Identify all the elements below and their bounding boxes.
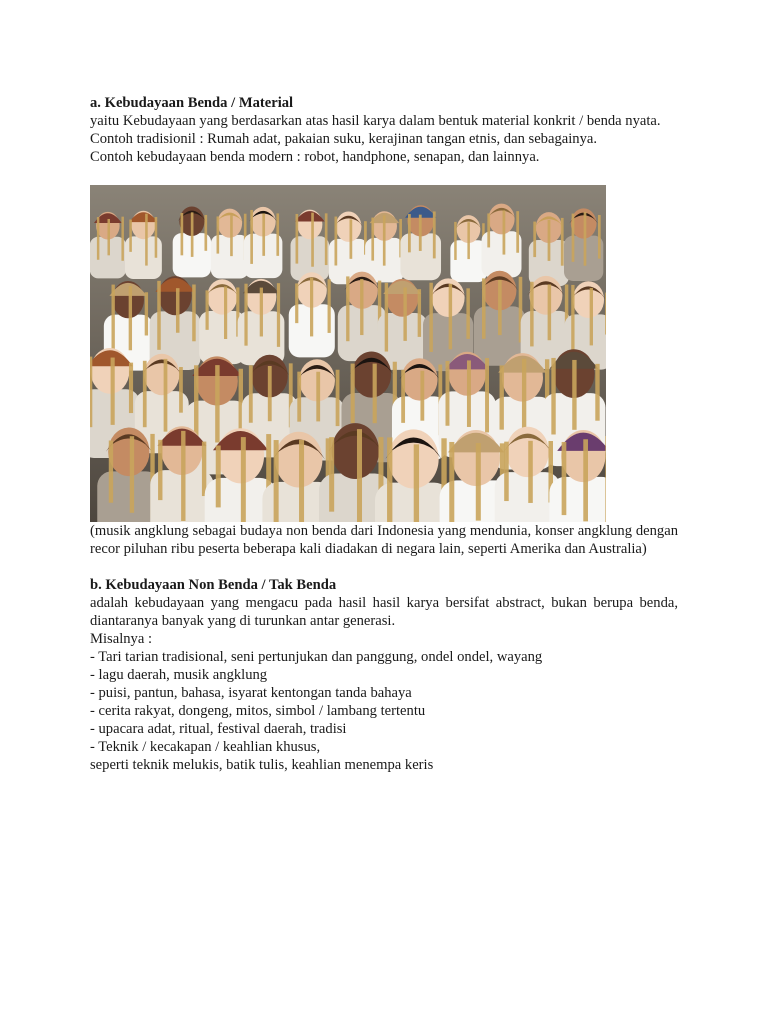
section-a-definition: yaitu Kebudayaan yang berdasarkan atas hasil karya dalam bentuk material konkrit / benda nyata.	[90, 113, 661, 129]
list-item: - Tari tarian tradisional, seni pertunjukan dan panggung, ondel ondel, wayang	[90, 649, 543, 665]
section-a-traditional-examples: Contoh tradisionil : Rumah adat, pakaian suku, kerajinan tangan etnis, dan sebagainya.	[90, 131, 598, 147]
children-playing-angklung-photo-icon	[90, 185, 606, 522]
document-page	[90, 94, 678, 774]
list-item: - Teknik / kecakapan / keahlian khusus,	[90, 739, 321, 755]
list-item: - puisi, pantun, bahasa, isyarat kentongan tanda bahaya	[90, 685, 412, 701]
angklung-photo	[90, 185, 606, 522]
section-a-modern-examples: Contoh kebudayaan benda modern : robot, handphone, senapan, dan lainnya.	[90, 149, 540, 165]
list-item: - upacara adat, ritual, festival daerah, tradisi	[90, 721, 347, 737]
section-b-intro: Misalnya :	[90, 631, 153, 647]
photo-caption: (musik angklung sebagai budaya non benda dari Indonesia yang mendunia, konser angklung dengan recor piluhan ribu peserta beberapa kali diadakan di negara lain, seperti Amerika dan Australia)	[90, 523, 678, 557]
section-b-definition: adalah kebudayaan yang mengacu pada hasil hasil karya bersifat abstract, bukan berupa benda, diantaranya banyak yang di turunkan antar generasi.	[90, 595, 678, 629]
list-item: - lagu daerah, musik angklung	[90, 667, 268, 683]
section-b-heading: b. Kebudayaan Non Benda / Tak Benda	[90, 577, 337, 593]
section-b-list	[90, 648, 678, 756]
section-a-heading: a. Kebudayaan Benda / Material	[90, 95, 294, 111]
section-b-closing: seperti teknik melukis, batik tulis, keahlian menempa keris	[90, 757, 434, 773]
list-item: - cerita rakyat, dongeng, mitos, simbol / lambang tertentu	[90, 703, 426, 719]
